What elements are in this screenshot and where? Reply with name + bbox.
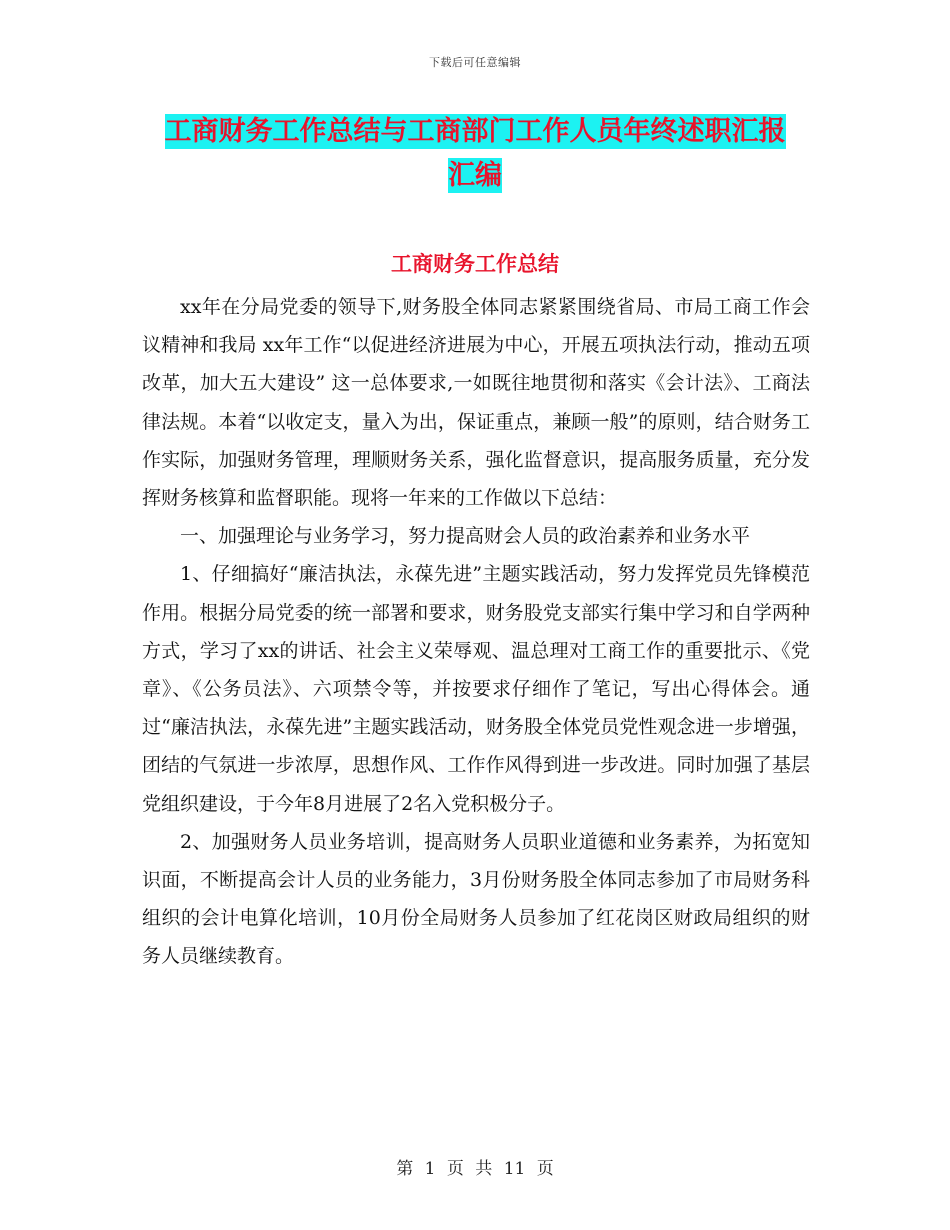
document-title (140, 110, 810, 198)
body-text (142, 288, 810, 976)
paragraph: 一、加强理论与业务学习，努力提高财会人员的政治素养和业务水平 (180, 525, 751, 548)
paragraph: 2、加强财务人员业务培训，提高财务人员职业道德和业务素养，为拓宽知识面，不断提高会计人员的业务能力，3月份财务股全体同志参加了市局财务科组织的会计电算化培训，10月份全局财务人员参加了红花岗区财政局组织的财务人员继续教育。 (142, 830, 810, 968)
paragraph: xx年在分局党委的领导下,财务股全体同志紧紧围绕省局、市局工商工作会议精神和我局 xx年工作“以促进经济进展为中心，开展五项执法行动，推动五项改革，加大五大建设” 这一总体要求,一如既往地贯彻和落实《会计法》、工商法律法规。本着“以收定支，量入为出，保证重点，兼顾一般”的原则，结合财务工作实际，加强财务管理，理顺财务关系，强化监督意识，提高服务质量，充分发挥财务核算和监督职能。现将一年来的工作做以下总结： (142, 296, 810, 510)
section-title: 工商财务工作总结 (391, 252, 559, 276)
page-footer: 第 1 页 共 11 页 (396, 1159, 554, 1179)
document-title-line1: 工商财务工作总结与工商部门工作人员年终述职汇报 (164, 116, 786, 147)
paragraph: 1、仔细搞好“廉洁执法，永葆先进”主题实践活动，努力发挥党员先锋模范作用。根据分局党委的统一部署和要求，财务股党支部实行集中学习和自学两种方式，学习了xx的讲话、社会主义荣辱观、温总理对工商工作的重要批示、《党章》、《公务员法》、六项禁令等，并按要求仔细作了笔记，写出心得体会。通过“廉洁执法，永葆先进”主题实践活动，财务股全体党员党性观念进一步增强，团结的气氛进一步浓厚，思想作风、工作作风得到进一步改进。同时加强了基层党组织建设，于今年8月进展了2名入党积极分子。 (142, 563, 810, 815)
document-title-line2: 汇编 (448, 160, 502, 191)
header-note: 下载后可任意编辑 (429, 56, 521, 69)
